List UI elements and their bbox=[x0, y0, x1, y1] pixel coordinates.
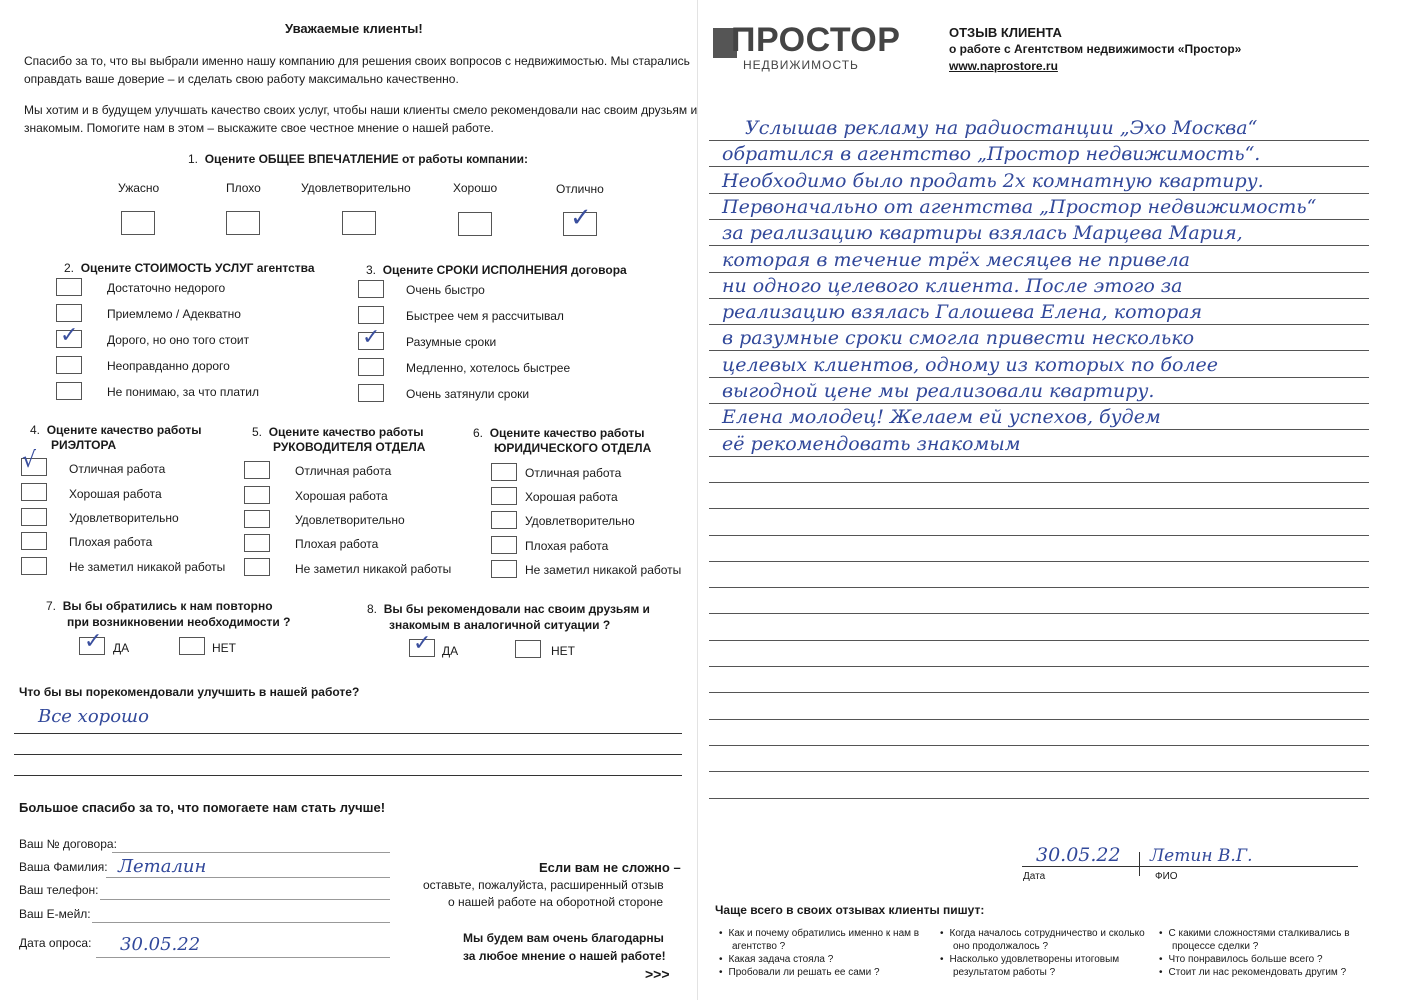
tip-item-cont: оно продолжалось ? bbox=[953, 941, 1049, 952]
ruled-line bbox=[709, 298, 1369, 299]
review-line: целевых клиентов, одному из которых по более bbox=[722, 354, 1219, 376]
ruled-line bbox=[709, 324, 1369, 325]
checkmark-icon: √ bbox=[22, 448, 37, 473]
ruled-line bbox=[709, 508, 1369, 509]
q4-option-label: Плохая работа bbox=[69, 535, 153, 549]
side-note-4: Мы будем вам очень благодарны bbox=[463, 931, 664, 945]
survey-title: Уважаемые клиенты! bbox=[285, 21, 423, 36]
email-field[interactable] bbox=[92, 922, 390, 923]
ruled-line bbox=[709, 692, 1369, 693]
q1-option-label: Хорошо bbox=[453, 181, 498, 195]
q2-option-label: Неоправданно дорого bbox=[107, 359, 230, 373]
q6-option-label: Плохая работа bbox=[525, 539, 609, 553]
tip-item: • Какая задача стояла ? bbox=[719, 953, 833, 966]
ruled-line bbox=[709, 219, 1369, 220]
ruled-line bbox=[709, 245, 1369, 246]
q1-option-label: Удовлетворительно bbox=[301, 181, 411, 195]
q7-heading: 7. Вы бы обратились к нам повторно bbox=[46, 599, 273, 613]
intro-text-1a: Спасибо за то, что вы выбрали именно нашу компанию для решения своих вопросов с недвижимостью. Мы старались bbox=[24, 54, 690, 68]
q6-checkbox[interactable] bbox=[491, 536, 517, 554]
tip-item-cont: агентство ? bbox=[732, 941, 786, 952]
q4-checkbox[interactable] bbox=[21, 557, 47, 575]
q2-checkbox[interactable] bbox=[56, 356, 82, 374]
answer-line bbox=[14, 775, 682, 776]
q6-checkbox[interactable] bbox=[491, 560, 517, 578]
review-line: Елена молодец! Желаем ей успехов, будем bbox=[722, 406, 1161, 428]
tip-item: • Когда началось сотрудничество и сколько bbox=[940, 927, 1145, 940]
ruled-line bbox=[709, 771, 1369, 772]
q2-checkbox[interactable] bbox=[56, 304, 82, 322]
tip-item: • Стоит ли нас рекомендовать другим ? bbox=[1159, 966, 1346, 979]
tip-item-cont: результатом работы ? bbox=[953, 967, 1056, 978]
review-line: выгодной цене мы реализовали квартиру. bbox=[722, 380, 1155, 402]
q3-checkbox[interactable] bbox=[358, 358, 384, 376]
q3-checkbox[interactable] bbox=[358, 384, 384, 402]
q7-heading-line2: при возникновении необходимости ? bbox=[67, 615, 291, 629]
q8-no-label: НЕТ bbox=[551, 644, 575, 658]
q4-heading: 4. Оцените качество работы bbox=[30, 423, 202, 437]
ruled-line bbox=[709, 613, 1369, 614]
checkmark-icon: ✓ bbox=[570, 203, 592, 233]
q8-heading: 8. Вы бы рекомендовали нас своим друзьям и bbox=[367, 602, 650, 616]
q4-option-label: Удовлетворительно bbox=[69, 511, 179, 525]
side-note-5: за любое мнение о нашей работе! bbox=[463, 949, 666, 963]
date-field[interactable] bbox=[96, 957, 390, 958]
tip-item: • Как и почему обратились именно к нам в bbox=[719, 927, 919, 940]
ruled-line bbox=[709, 719, 1369, 720]
q4-checkbox[interactable] bbox=[21, 508, 47, 526]
email-label: Ваш Е-мейл: bbox=[19, 907, 91, 921]
q7-yes-label: ДА bbox=[113, 641, 130, 655]
q2-option-label: Не понимаю, за что платил bbox=[107, 385, 260, 399]
q5-option-label: Не заметил никакой работы bbox=[295, 562, 452, 576]
q4-option-label: Отличная работа bbox=[69, 462, 166, 476]
ruled-line bbox=[709, 403, 1369, 404]
q5-checkbox[interactable] bbox=[244, 510, 270, 528]
q5-option-label: Плохая работа bbox=[295, 537, 379, 551]
surname-label: Ваша Фамилия: bbox=[19, 860, 108, 874]
q2-heading: 2. Оцените СТОИМОСТЬ УСЛУГ агентства bbox=[64, 261, 315, 275]
review-line: ни одного целевого клиента. После этого за bbox=[722, 275, 1183, 297]
date-label: Дата опроса: bbox=[19, 936, 92, 950]
ruled-line bbox=[709, 272, 1369, 273]
ruled-line bbox=[709, 535, 1369, 536]
q5-checkbox[interactable] bbox=[244, 558, 270, 576]
logo-subtext: НЕДВИЖИМОСТЬ bbox=[743, 58, 859, 72]
q6-heading: 6. Оцените качество работы bbox=[473, 426, 645, 440]
q6-option-label: Отличная работа bbox=[525, 466, 622, 480]
q6-checkbox[interactable] bbox=[491, 511, 517, 529]
phone-label: Ваш телефон: bbox=[19, 883, 99, 897]
ruled-line bbox=[709, 666, 1369, 667]
ruled-line bbox=[709, 482, 1369, 483]
intro-text-1b: оправдать ваше доверие – и сделать свою работу максимально качественно. bbox=[24, 72, 459, 86]
ruled-line bbox=[709, 429, 1369, 430]
q6-option-label: Не заметил никакой работы bbox=[525, 563, 682, 577]
company-logo bbox=[711, 22, 901, 78]
review-subtitle: о работе с Агентством недвижимости «Простор» bbox=[949, 42, 1242, 56]
signature-date: 30.05.22 bbox=[1036, 844, 1121, 866]
review-line: её рекомендовать знакомым bbox=[722, 433, 1021, 455]
side-note-1: Если вам не сложно – bbox=[539, 860, 681, 875]
surname-value: Леталин bbox=[118, 856, 207, 877]
signature-line bbox=[1022, 866, 1358, 867]
tip-item: • Что понравилось больше всего ? bbox=[1159, 953, 1323, 966]
q3-option-label: Очень быстро bbox=[406, 283, 485, 297]
q8-no-checkbox[interactable] bbox=[515, 640, 541, 658]
tips-title: Чаще всего в своих отзывах клиенты пишут: bbox=[715, 903, 985, 917]
logo-text: ПРОСТОР bbox=[731, 21, 901, 59]
q5-checkbox[interactable] bbox=[244, 534, 270, 552]
q5-heading: 5. Оцените качество работы bbox=[252, 425, 424, 439]
q7-no-label: НЕТ bbox=[212, 641, 236, 655]
q2-checkbox[interactable] bbox=[56, 382, 82, 400]
q7-no-checkbox[interactable] bbox=[179, 637, 205, 655]
q3-checkbox[interactable] bbox=[358, 306, 384, 324]
q4-heading-target: РИЭЛТОРА bbox=[51, 438, 117, 452]
signature-divider bbox=[1139, 852, 1140, 876]
q1-checkbox[interactable] bbox=[121, 211, 155, 235]
q1-option-label: Плохо bbox=[226, 181, 261, 195]
review-line: в разумные сроки смогла привести несколько bbox=[722, 327, 1195, 349]
tip-item-cont: процессе сделки ? bbox=[1172, 941, 1259, 952]
side-note-2: оставьте, пожалуйста, расширенный отзыв bbox=[423, 878, 664, 892]
q5-option-label: Отличная работа bbox=[295, 464, 392, 478]
ruled-line bbox=[709, 350, 1369, 351]
q3-option-label: Быстрее чем я рассчитывал bbox=[406, 309, 564, 323]
q2-option-label: Дорого, но оно того стоит bbox=[107, 333, 250, 347]
ruled-line bbox=[709, 561, 1369, 562]
q4-checkbox[interactable] bbox=[21, 532, 47, 550]
q1-option-label: Отлично bbox=[556, 182, 604, 196]
q3-option-label: Очень затянули сроки bbox=[406, 387, 530, 401]
review-line: обратился в агентство „Простор недвижимость“. bbox=[722, 143, 1261, 165]
checkmark-icon: ✓ bbox=[84, 629, 103, 654]
review-line: Первоначально от агентства „Простор недвижимость“ bbox=[722, 196, 1317, 218]
q3-checkbox[interactable] bbox=[358, 280, 384, 298]
ruled-line bbox=[709, 587, 1369, 588]
q3-heading: 3. Оцените СРОКИ ИСПОЛНЕНИЯ договора bbox=[366, 263, 627, 277]
review-line: за реализацию квартиры взялась Марцева Мария, bbox=[722, 222, 1243, 244]
checkmark-icon: ✓ bbox=[60, 323, 79, 348]
answer-line bbox=[14, 754, 682, 755]
review-title: ОТЗЫВ КЛИЕНТА bbox=[949, 25, 1062, 40]
date-caption: Дата bbox=[1023, 871, 1046, 882]
intro-text-2b: знакомым. Помогите нам в этом – выскажите свое честное мнение о нашей работе. bbox=[24, 121, 494, 135]
ruled-line bbox=[709, 193, 1369, 194]
review-line: Необходимо было продать 2х комнатную квартиру. bbox=[722, 170, 1264, 192]
ruled-line bbox=[709, 140, 1369, 141]
improve-answer: Все хорошо bbox=[38, 706, 149, 727]
q5-checkbox[interactable] bbox=[244, 486, 270, 504]
q5-heading-target: РУКОВОДИТЕЛЯ ОТДЕЛА bbox=[273, 440, 426, 454]
checkmark-icon: ✓ bbox=[362, 325, 381, 350]
q2-option-label: Приемлемо / Адекватно bbox=[107, 307, 241, 321]
q1-checkbox[interactable] bbox=[226, 211, 260, 235]
q4-checkbox[interactable] bbox=[21, 483, 47, 501]
q6-option-label: Хорошая работа bbox=[525, 490, 618, 504]
signature-name: Летин В.Г. bbox=[1150, 846, 1253, 866]
ruled-line bbox=[709, 745, 1369, 746]
tip-item: • С какими сложностями сталкивались в bbox=[1159, 927, 1350, 940]
q6-checkbox[interactable] bbox=[491, 463, 517, 481]
q5-option-label: Хорошая работа bbox=[295, 489, 388, 503]
thanks-text: Большое спасибо за то, что помогаете нам стать лучше! bbox=[19, 800, 386, 815]
review-line: Услышав рекламу на радиостанции „Эхо Москва“ bbox=[745, 117, 1258, 139]
checkmark-icon: ✓ bbox=[413, 631, 432, 656]
q1-checkbox[interactable] bbox=[342, 211, 376, 235]
q8-yes-label: ДА bbox=[442, 644, 459, 658]
tip-item: • Пробовали ли решать ее сами ? bbox=[719, 966, 880, 979]
q4-option-label: Не заметил никакой работы bbox=[69, 560, 226, 574]
q1-heading: 1. Оцените ОБЩЕЕ ВПЕЧАТЛЕНИЕ от работы компании: bbox=[188, 152, 528, 166]
q5-option-label: Удовлетворительно bbox=[295, 513, 405, 527]
q6-checkbox[interactable] bbox=[491, 487, 517, 505]
review-line: которая в течение трёх месяцев не привела bbox=[722, 249, 1190, 271]
q6-heading-target: ЮРИДИЧЕСКОГО ОТДЕЛА bbox=[494, 441, 652, 455]
ruled-line bbox=[709, 456, 1369, 457]
ruled-line bbox=[709, 798, 1369, 799]
intro-text-2a: Мы хотим и в будущем улучшать качество своих услуг, чтобы наши клиенты смело рекомендовали нас своим друзьям и bbox=[24, 103, 698, 117]
q3-option-label: Разумные сроки bbox=[406, 335, 497, 349]
surname-field[interactable] bbox=[106, 877, 390, 878]
tip-item: • Насколько удовлетворены итоговым bbox=[940, 953, 1119, 966]
arrows-icon: >>> bbox=[645, 966, 670, 982]
contract-label: Ваш № договора: bbox=[19, 837, 117, 851]
review-line: реализацию взялась Галошева Елена, которая bbox=[722, 301, 1203, 323]
contract-field[interactable] bbox=[112, 852, 390, 853]
ruled-line bbox=[709, 166, 1369, 167]
q3-option-label: Медленно, хотелось быстрее bbox=[406, 361, 571, 375]
improve-question: Что бы вы порекомендовали улучшить в нашей работе? bbox=[19, 685, 360, 699]
q8-heading-line2: знакомым в аналогичной ситуации ? bbox=[389, 618, 611, 632]
side-note-3: о нашей работе на оборотной стороне bbox=[448, 895, 664, 909]
q1-checkbox[interactable] bbox=[458, 212, 492, 236]
phone-field[interactable] bbox=[100, 899, 390, 900]
q2-checkbox[interactable] bbox=[56, 278, 82, 296]
ruled-line bbox=[709, 377, 1369, 378]
q1-option-label: Ужасно bbox=[118, 181, 160, 195]
ruled-line bbox=[709, 640, 1369, 641]
q2-option-label: Достаточно недорого bbox=[107, 281, 226, 295]
answer-line bbox=[14, 733, 682, 734]
q5-checkbox[interactable] bbox=[244, 461, 270, 479]
date-value: 30.05.22 bbox=[120, 934, 201, 955]
q6-option-label: Удовлетворительно bbox=[525, 514, 635, 528]
q4-option-label: Хорошая работа bbox=[69, 487, 162, 501]
fio-caption: ФИО bbox=[1155, 871, 1178, 882]
website-link[interactable]: www.naprostore.ru bbox=[949, 59, 1058, 73]
